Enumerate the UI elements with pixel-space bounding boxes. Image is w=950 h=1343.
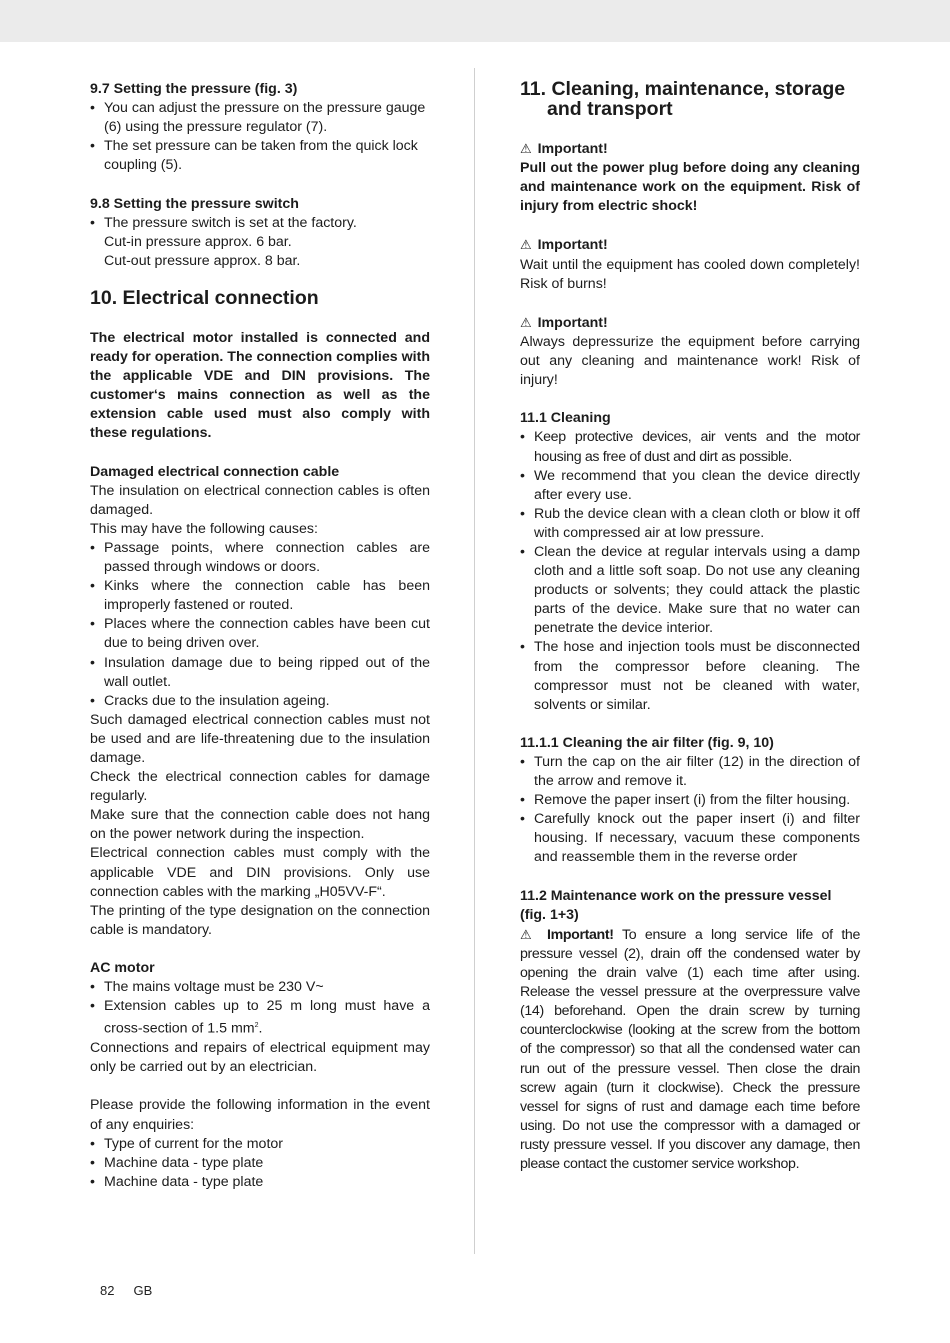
- list-item: • Kinks where the connection cable has been improperly fastened or routed.: [90, 577, 430, 615]
- warning-heading: ⚠ Important!: [520, 314, 608, 331]
- enquiries-list: [90, 1135, 430, 1192]
- section-9-7-title: 9.7 Setting the pressure (fig. 3): [90, 81, 298, 97]
- paragraph: Check the electrical connection cables for damage regularly.: [90, 769, 430, 805]
- section-10-intro: The electrical motor installed is connected and ready for operation. The connection complies with the applicable VDE and DIN provisions. The customer‘s mains connection as well as the extension cable used must also comply with these regulations.: [90, 329, 430, 442]
- damage-causes-list: [90, 539, 430, 711]
- section-9-8-list: [90, 214, 430, 271]
- list-item: • We recommend that you clean the device directly after every use.: [520, 467, 860, 505]
- list-item: • Rub the device clean with a clean cloth or blow it off with compressed air at low pressure.: [520, 505, 860, 543]
- section-11-1-1-title: 11.1.1 Cleaning the air filter (fig. 9, 10): [520, 734, 774, 751]
- pressure-vessel-paragraph: ⚠ Important! To ensure a long service life of the pressure vessel (2), drain off the condensed water by opening the drain valve (1) each time after using. Release the vessel pressure at the overpressure valve (14) beforehand. Open the drain screw by turning counterclockwise (looking at the screw from the bottom of the compressor) so that all the condensed water can run out of the pressure vessel. Then close the drain screw again (turn it clockwise). Check the pressure vessel for signs of rust and damage each time before using. Do not use the compressor with a damaged or rusty pressure vessel. If you discover any damage, then please contact the customer service workshop.: [520, 926, 860, 1172]
- top-bar: [0, 0, 950, 42]
- air-filter-list: [520, 753, 860, 868]
- list-item-text: The pressure switch is set at the factory.: [104, 214, 357, 231]
- ac-motor-title: AC motor: [90, 960, 155, 977]
- list-item: • The set pressure can be taken from the quick lock coupling (5).: [90, 137, 430, 175]
- warning-icon: ⚠: [520, 237, 532, 253]
- warning-heading: ⚠ Important!: [520, 141, 608, 157]
- damaged-cable-title: Damaged electrical connection cable: [90, 463, 340, 480]
- enquiries-intro: Please provide the following information in the event of any enquiries:: [90, 1097, 430, 1133]
- language-code: GB: [133, 1283, 153, 1298]
- ac-motor-list: [90, 978, 430, 1039]
- paragraph: This may have the following causes:: [90, 520, 318, 537]
- list-item: • Keep protective devices, air vents and the motor housing as free of dust and dirt as possible.: [520, 428, 860, 466]
- list-item: • Cracks due to the insulation ageing.: [90, 692, 430, 711]
- list-item: • Machine data - type plate: [90, 1154, 430, 1173]
- paragraph: Connections and repairs of electrical equipment may only be carried out by an electrician.: [90, 1040, 430, 1076]
- list-item: • The hose and injection tools must be disconnected from the compressor before cleaning. The compressor must not be cleaned with water, solvents or similar.: [520, 638, 860, 714]
- warning-text: Pull out the power plug before doing any cleaning and maintenance work on the equipment. Risk of injury from electric shock!: [520, 160, 860, 215]
- warning-icon: ⚠: [520, 141, 532, 156]
- list-item: • Carefully knock out the paper insert (i) and filter housing. If necessary, vacuum these components and reassemble them in the reverse order: [520, 810, 860, 867]
- section-11-1-title: 11.1 Cleaning: [520, 410, 611, 427]
- warning-icon: ⚠: [520, 926, 537, 942]
- paragraph: The printing of the type designation on the connection cable is mandatory.: [90, 902, 430, 938]
- warning-text: Wait until the equipment has cooled down completely! Risk of burns!: [520, 256, 860, 292]
- list-item: • Insulation damage due to being ripped out of the wall outlet.: [90, 654, 430, 692]
- paragraph: Electrical connection cables must comply with the applicable VDE and DIN provisions. Only use connection cables with the marking „H05VV-F“.: [90, 845, 430, 900]
- list-item: • Extension cables up to 25 m long must have a cross-section of 1.5 $mm^2$.: [90, 997, 430, 1039]
- page-number: 82: [100, 1283, 115, 1298]
- column-divider: [474, 68, 475, 1254]
- warning-heading: ⚠ Important!: [520, 237, 608, 254]
- section-9-8-title: 9.8 Setting the pressure switch: [90, 195, 299, 212]
- right-column: [520, 80, 860, 1174]
- list-item: • Passage points, where connection cables are passed through windows or doors.: [90, 539, 430, 577]
- section-11-2-title: 11.2 Maintenance work on the pressure vessel (fig. 1+3): [520, 887, 832, 923]
- warning-icon: ⚠: [520, 314, 532, 330]
- section-11-title: 11. Cleaning, maintenance, storage and transport: [520, 78, 846, 120]
- section-10-title: 10. Electrical connection: [90, 286, 319, 309]
- list-item: • Machine data - type plate: [90, 1173, 430, 1192]
- paragraph: Make sure that the connection cable does not hang on the power network during the inspection.: [90, 807, 430, 843]
- page-footer: [100, 1281, 171, 1300]
- list-item: • Turn the cap on the air filter (12) in the direction of the arrow and remove it.: [520, 753, 860, 791]
- list-item: • The mains voltage must be 230 V~: [90, 978, 430, 997]
- list-item: • Places where the connection cables have been cut due to being driven over.: [90, 615, 430, 653]
- list-item: • Remove the paper insert (i) from the filter housing.: [520, 791, 860, 810]
- paragraph: Such damaged electrical connection cables must not be used and are life-threatening due to the insulation damage.: [90, 711, 430, 766]
- cut-in-pressure: Cut-in pressure approx. 6 bar.: [104, 233, 292, 250]
- list-item: [90, 214, 430, 271]
- section-9-7-list: [90, 99, 430, 175]
- cleaning-list: [520, 428, 860, 714]
- paragraph: The insulation on electrical connection cables is often damaged.: [90, 482, 430, 518]
- list-item: • Clean the device at regular intervals using a damp cloth and a little soft soap. Do not use any cleaning products or solvents; they could attack the plastic parts of the device. Make sure that no water can penetrate the device interior.: [520, 543, 860, 638]
- cut-out-pressure: Cut-out pressure approx. 8 bar.: [104, 252, 301, 269]
- list-item: • You can adjust the pressure on the pressure gauge (6) using the pressure regulator (7).: [90, 99, 430, 137]
- left-column: [90, 80, 430, 1192]
- list-item: • Type of current for the motor: [90, 1135, 430, 1154]
- warning-text: Always depressurize the equipment before carrying out any cleaning and maintenance work! Risk of injury!: [520, 333, 860, 389]
